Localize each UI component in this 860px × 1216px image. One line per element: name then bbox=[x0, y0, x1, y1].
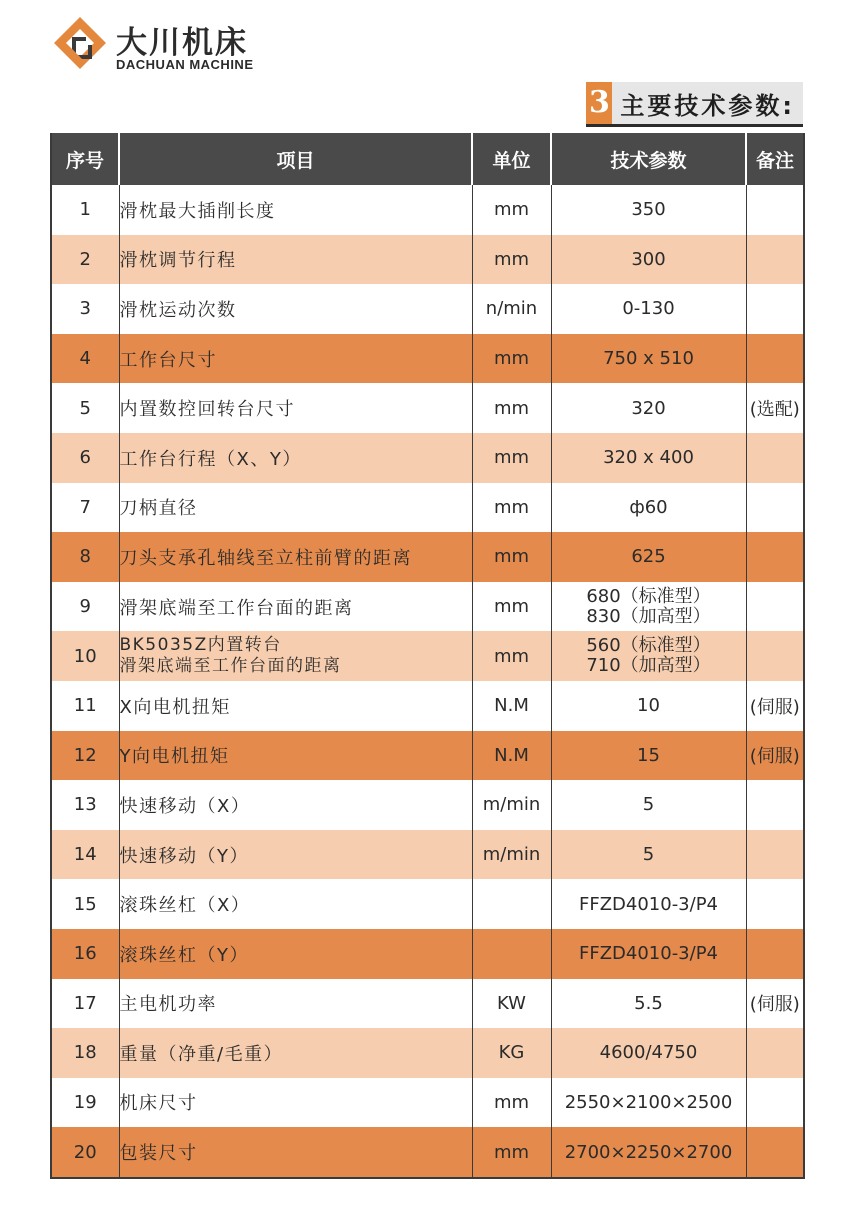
table-row bbox=[51, 929, 804, 979]
row-note bbox=[746, 185, 804, 235]
row-number: 1 bbox=[51, 185, 119, 235]
table-row bbox=[51, 979, 804, 1029]
dachuan-logo-icon bbox=[52, 15, 108, 71]
row-number: 5 bbox=[51, 383, 119, 433]
row-note bbox=[746, 929, 804, 979]
table-row bbox=[51, 780, 804, 830]
row-item-line: X向电机扭矩 bbox=[119, 696, 231, 718]
table-row bbox=[51, 631, 804, 681]
row-item bbox=[119, 780, 472, 830]
row-number: 7 bbox=[51, 483, 119, 533]
row-unit: mm bbox=[472, 631, 551, 681]
row-param-line: 320 x 400 bbox=[603, 447, 694, 469]
row-number: 18 bbox=[51, 1028, 119, 1078]
row-unit: mm bbox=[472, 532, 551, 582]
row-unit: KG bbox=[472, 1028, 551, 1078]
table-row bbox=[51, 830, 804, 880]
spec-table-body bbox=[51, 185, 804, 1178]
row-param-line: 710（加高型） bbox=[586, 655, 711, 677]
header-param: 技术参数 bbox=[551, 133, 746, 185]
logo bbox=[52, 15, 292, 77]
row-item bbox=[119, 731, 472, 781]
row-note: (选配) bbox=[746, 383, 804, 433]
row-param-line: 625 bbox=[631, 546, 666, 568]
row-item-line: 刀柄直径 bbox=[119, 498, 198, 520]
row-item bbox=[119, 433, 472, 483]
row-note bbox=[746, 1078, 804, 1128]
row-item bbox=[119, 582, 472, 632]
row-note bbox=[746, 483, 804, 533]
row-param bbox=[551, 830, 746, 880]
logo-name-en: DACHUAN MACHINE bbox=[116, 57, 254, 72]
row-number: 10 bbox=[51, 631, 119, 681]
row-number: 15 bbox=[51, 879, 119, 929]
row-unit: mm bbox=[472, 1127, 551, 1178]
row-param bbox=[551, 582, 746, 632]
row-item-line: 滑架底端至工作台面的距离 bbox=[119, 597, 354, 619]
row-param-line: 5 bbox=[642, 844, 655, 866]
row-number: 4 bbox=[51, 334, 119, 384]
row-item-line: 工作台尺寸 bbox=[119, 349, 217, 371]
row-item bbox=[119, 532, 472, 582]
row-item-line: 包装尺寸 bbox=[119, 1143, 198, 1165]
row-param bbox=[551, 334, 746, 384]
row-param bbox=[551, 235, 746, 285]
row-note bbox=[746, 284, 804, 334]
row-item bbox=[119, 631, 472, 681]
row-unit: mm bbox=[472, 235, 551, 285]
table-row bbox=[51, 731, 804, 781]
row-param bbox=[551, 483, 746, 533]
row-param-line: 4600/4750 bbox=[599, 1042, 698, 1064]
row-item bbox=[119, 235, 472, 285]
row-item-line: 滑枕最大插削长度 bbox=[119, 200, 276, 222]
row-unit: N.M bbox=[472, 731, 551, 781]
table-row bbox=[51, 879, 804, 929]
row-number: 16 bbox=[51, 929, 119, 979]
row-item-line: 重量（净重/毛重） bbox=[119, 1043, 284, 1065]
row-note bbox=[746, 1127, 804, 1178]
table-row bbox=[51, 681, 804, 731]
row-item-line: 滚珠丝杠（Y） bbox=[119, 944, 249, 966]
row-param bbox=[551, 284, 746, 334]
row-item-line: 主电机功率 bbox=[119, 994, 217, 1016]
row-item-line: 快速移动（X） bbox=[119, 795, 251, 817]
row-item bbox=[119, 681, 472, 731]
header-note: 备注 bbox=[746, 133, 804, 185]
row-note: (伺服) bbox=[746, 731, 804, 781]
row-item-line: 内置数控回转台尺寸 bbox=[119, 399, 295, 421]
row-param-line: FFZD4010-3/P4 bbox=[578, 893, 719, 915]
row-number: 17 bbox=[51, 979, 119, 1029]
row-item-line: 刀头支承孔轴线至立柱前臂的距离 bbox=[119, 547, 412, 569]
row-note bbox=[746, 582, 804, 632]
table-row bbox=[51, 284, 804, 334]
row-item bbox=[119, 830, 472, 880]
row-param-line: ф60 bbox=[629, 496, 668, 518]
row-item-line: 工作台行程（X、Y） bbox=[119, 448, 302, 470]
row-unit: mm bbox=[472, 383, 551, 433]
row-param-line: FFZD4010-3/P4 bbox=[578, 943, 719, 965]
row-param bbox=[551, 1028, 746, 1078]
table-row bbox=[51, 185, 804, 235]
table-row bbox=[51, 582, 804, 632]
row-param bbox=[551, 1127, 746, 1178]
row-note bbox=[746, 780, 804, 830]
section-number: 3 bbox=[586, 82, 612, 124]
section-title: 主要技术参数: bbox=[620, 91, 795, 120]
header-unit: 单位 bbox=[472, 133, 551, 185]
row-note bbox=[746, 631, 804, 681]
row-item bbox=[119, 383, 472, 433]
row-param bbox=[551, 1078, 746, 1128]
row-unit: N.M bbox=[472, 681, 551, 731]
header-no: 序号 bbox=[51, 133, 119, 185]
row-note bbox=[746, 830, 804, 880]
spec-table bbox=[50, 133, 805, 1179]
row-item-line: Y向电机扭矩 bbox=[119, 746, 230, 768]
row-note: (伺服) bbox=[746, 979, 804, 1029]
row-unit bbox=[472, 929, 551, 979]
row-unit: mm bbox=[472, 582, 551, 632]
row-param-line: 5 bbox=[642, 794, 655, 816]
row-param-line: 680（标准型） bbox=[586, 585, 711, 607]
row-param-line: 320 bbox=[631, 397, 666, 419]
table-row bbox=[51, 1028, 804, 1078]
row-param-line: 750 x 510 bbox=[603, 348, 694, 370]
row-param-line: 10 bbox=[637, 695, 660, 717]
logo-name-cn: 大川机床 bbox=[116, 25, 248, 61]
row-number: 2 bbox=[51, 235, 119, 285]
row-item-line: BK5035Z内置转台 bbox=[119, 635, 282, 656]
row-unit bbox=[472, 879, 551, 929]
row-unit: m/min bbox=[472, 780, 551, 830]
row-param bbox=[551, 433, 746, 483]
row-param bbox=[551, 879, 746, 929]
row-number: 20 bbox=[51, 1127, 119, 1178]
row-param-line: 560（标准型） bbox=[586, 635, 711, 657]
row-number: 8 bbox=[51, 532, 119, 582]
row-note: (伺服) bbox=[746, 681, 804, 731]
row-param-line: 0-130 bbox=[622, 298, 675, 320]
row-item-line: 滑枕运动次数 bbox=[119, 299, 237, 321]
row-unit: mm bbox=[472, 334, 551, 384]
row-unit: mm bbox=[472, 433, 551, 483]
section-heading bbox=[586, 82, 803, 127]
table-row bbox=[51, 235, 804, 285]
row-number: 12 bbox=[51, 731, 119, 781]
row-item-line: 滚珠丝杠（X） bbox=[119, 895, 251, 917]
row-param bbox=[551, 979, 746, 1029]
table-row bbox=[51, 1078, 804, 1128]
row-param bbox=[551, 185, 746, 235]
row-note bbox=[746, 334, 804, 384]
row-item-line: 滑枕调节行程 bbox=[119, 250, 237, 272]
row-param bbox=[551, 681, 746, 731]
row-unit: mm bbox=[472, 483, 551, 533]
row-unit: n/min bbox=[472, 284, 551, 334]
header-item: 项目 bbox=[119, 133, 472, 185]
row-note bbox=[746, 1028, 804, 1078]
row-number: 19 bbox=[51, 1078, 119, 1128]
table-row bbox=[51, 483, 804, 533]
row-param-line: 830（加高型） bbox=[586, 605, 711, 627]
row-item bbox=[119, 979, 472, 1029]
row-note bbox=[746, 879, 804, 929]
row-unit: mm bbox=[472, 185, 551, 235]
row-note bbox=[746, 433, 804, 483]
row-number: 14 bbox=[51, 830, 119, 880]
row-number: 11 bbox=[51, 681, 119, 731]
row-note bbox=[746, 532, 804, 582]
table-row bbox=[51, 1127, 804, 1178]
row-item-line: 滑架底端至工作台面的距离 bbox=[119, 656, 342, 677]
row-param bbox=[551, 731, 746, 781]
row-unit: KW bbox=[472, 979, 551, 1029]
row-item bbox=[119, 1028, 472, 1078]
row-item bbox=[119, 483, 472, 533]
table-row bbox=[51, 532, 804, 582]
table-row bbox=[51, 433, 804, 483]
row-number: 6 bbox=[51, 433, 119, 483]
row-item bbox=[119, 879, 472, 929]
row-number: 13 bbox=[51, 780, 119, 830]
table-header-row bbox=[51, 133, 804, 185]
row-item-line: 机床尺寸 bbox=[119, 1093, 198, 1115]
row-item-line: 快速移动（Y） bbox=[119, 845, 249, 867]
row-param bbox=[551, 383, 746, 433]
row-unit: m/min bbox=[472, 830, 551, 880]
row-item bbox=[119, 334, 472, 384]
row-param-line: 2700×2250×2700 bbox=[564, 1141, 733, 1163]
row-item bbox=[119, 1078, 472, 1128]
row-param-line: 350 bbox=[631, 199, 666, 221]
table-row bbox=[51, 383, 804, 433]
row-param-line: 2550×2100×2500 bbox=[564, 1091, 733, 1113]
row-param-line: 5.5 bbox=[634, 992, 663, 1014]
row-param bbox=[551, 780, 746, 830]
row-number: 9 bbox=[51, 582, 119, 632]
row-item bbox=[119, 284, 472, 334]
table-row bbox=[51, 334, 804, 384]
row-param-line: 15 bbox=[637, 744, 660, 766]
row-param bbox=[551, 929, 746, 979]
row-number: 3 bbox=[51, 284, 119, 334]
row-item bbox=[119, 185, 472, 235]
row-param bbox=[551, 532, 746, 582]
row-note bbox=[746, 235, 804, 285]
row-param bbox=[551, 631, 746, 681]
row-param-line: 300 bbox=[631, 248, 666, 270]
row-item bbox=[119, 929, 472, 979]
row-item bbox=[119, 1127, 472, 1178]
row-unit: mm bbox=[472, 1078, 551, 1128]
